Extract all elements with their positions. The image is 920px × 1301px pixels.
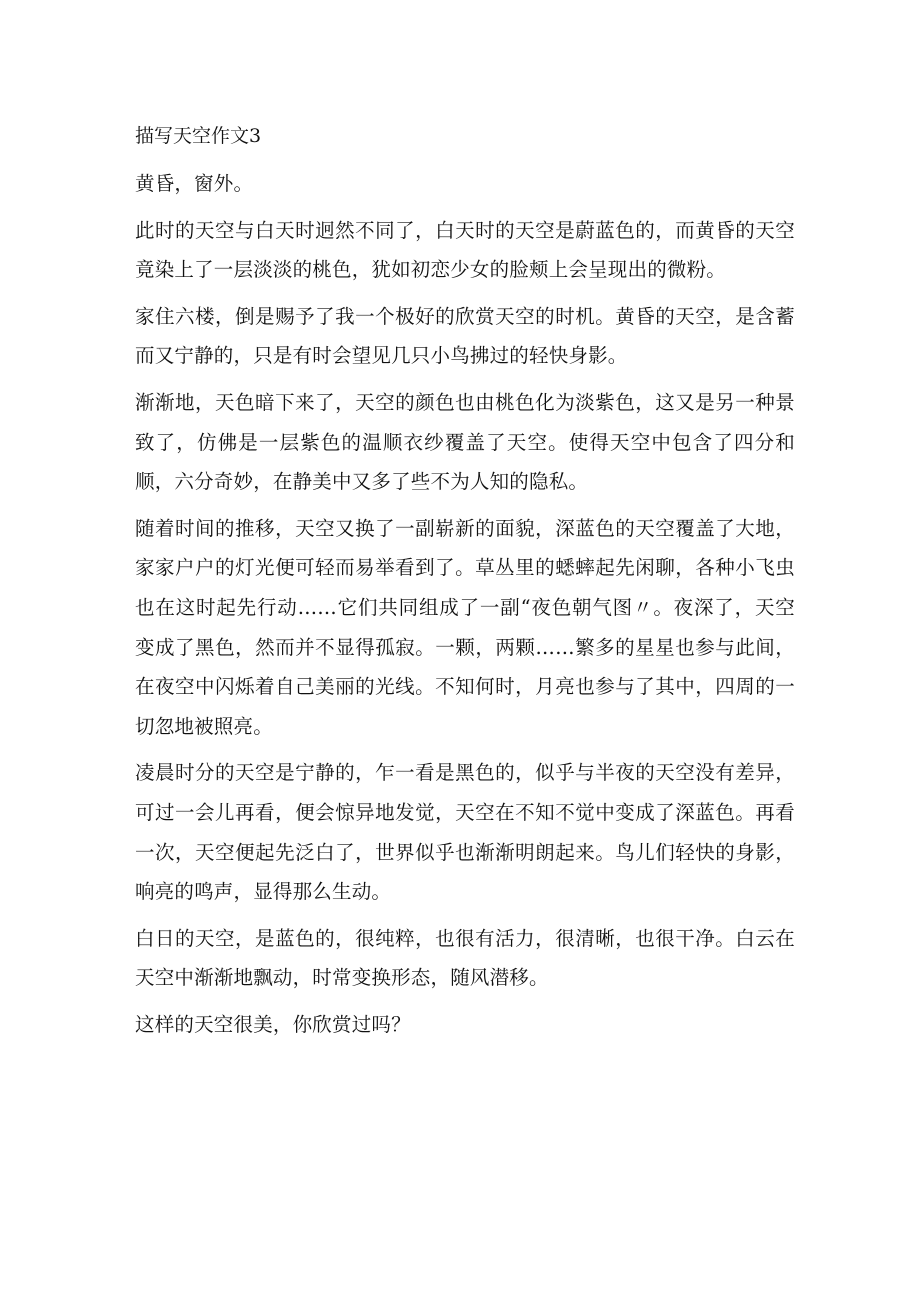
document-body (135, 120, 795, 1051)
paragraph-7: 白日的天空，是蓝色的，很纯粹，也很有活力，很清晰，也很干净。白云在天空中渐渐地飘动，时常变换形态，随风潜移。 (135, 926, 795, 990)
paragraph-2: 此时的天空与白天时迥然不同了，白天时的天空是蔚蓝色的，而黄昏的天空竟染上了一层淡淡的桃色，犹如初恋少女的脸颊上会呈现出的微粉。 (135, 218, 795, 282)
paragraph-4: 渐渐地，天色暗下来了，天空的颜色也由桃色化为淡紫色，这又是另一种景致了，仿佛是一层紫色的温顺衣纱覆盖了天空。使得天空中包含了四分和顺，六分奇妙，在静美中又多了些不为人知的隐私。 (135, 390, 795, 494)
paragraph-3: 家住六楼，倒是赐予了我一个极好的欣赏天空的时机。黄昏的天空，是含蓄而又宁静的，只是有时会望见几只小鸟拂过的轻快身影。 (135, 304, 795, 368)
paragraph-5: 随着时间的推移，天空又换了一副崭新的面貌，深蓝色的天空覆盖了大地，家家户户的灯光便可轻而易举看到了。草丛里的蟋蟀起先闲聊，各种小飞虫也在这时起先行动……它们共同组成了一副“夜色朝气图〃。夜深了，天空变成了黑色，然而并不显得孤寂。一颗，两颗……繁多的星星也参与此间，在夜空中闪烁着自己美丽的光线。不知何时，月亮也参与了其中，四周的一切忽地被照亮。 (135, 516, 795, 738)
paragraph-1: 黄昏，窗外。 (135, 172, 254, 195)
paragraph-8: 这样的天空很美，你欣赏过吗？ (135, 1012, 411, 1036)
paragraph-6: 凌晨时分的天空是宁静的，乍一看是黑色的，似乎与半夜的天空没有差异，可过一会儿再看，便会惊异地发觉，天空在不知不觉中变成了深蓝色。再看一次，天空便起先泛白了，世界似乎也渐渐明朗起来。鸟儿们轻快的身影，响亮的鸣声，显得那么生动。 (135, 761, 795, 904)
document-title: 描写天空作文3 (135, 125, 262, 147)
